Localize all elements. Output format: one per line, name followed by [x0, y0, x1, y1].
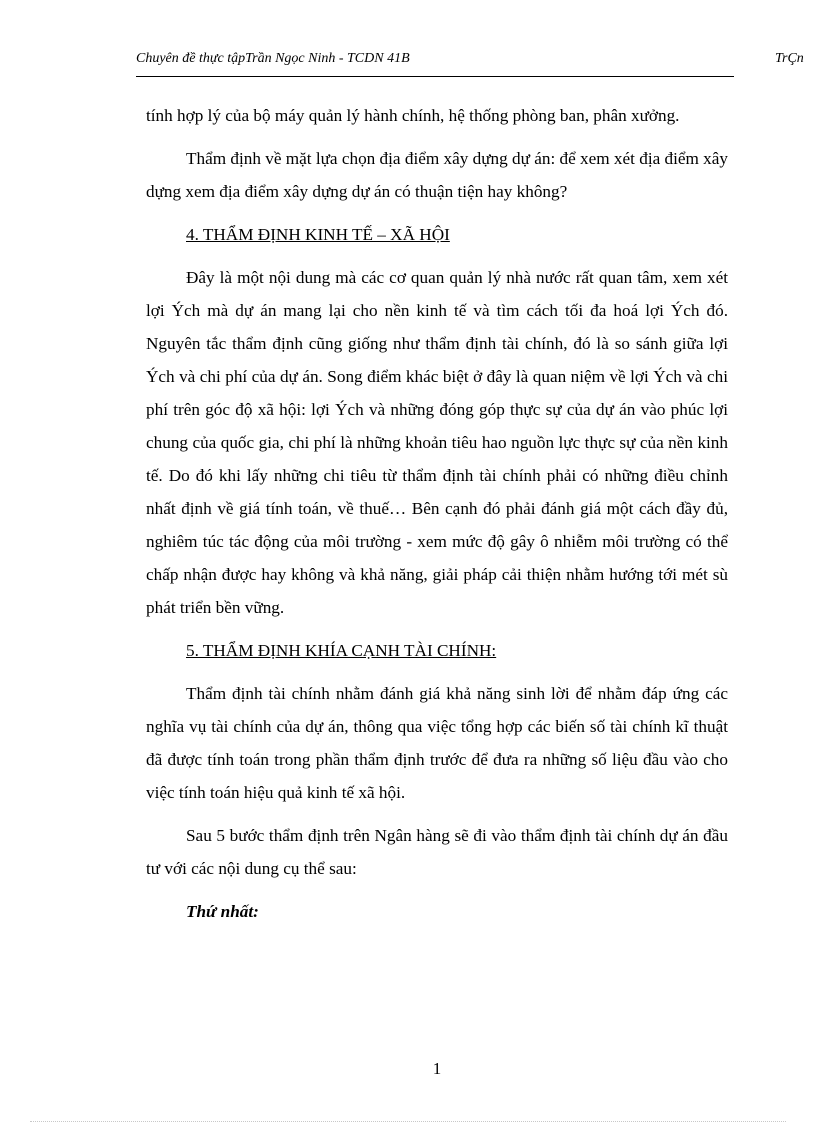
page-bottom-edge — [30, 1121, 786, 1122]
paragraph-site-selection: Thẩm định về mặt lựa chọn địa điểm xây dựng dự án: để xem xét địa điểm xây dựng xem địa điểm xây dựng dự án có thuận tiện hay không? — [146, 149, 728, 201]
paragraph-socio-economic: Đây là một nội dung mà các cơ quan quản lý nhà nước rất quan tâm, xem xét lợi Ých mà dự án mang lại cho nền kinh tế và tìm cách tối đa hoá lợi Ých đó. Nguyên tắc thẩm định cũng giống như thẩm định tài chính, đó là so sánh giữa lợi Ých và chi phí của dự án. Song điểm khác biệt ở đây là quan niệm về lợi Ých và chi phí trên góc độ xã hội: lợi Ých và những đóng góp thực sự của dự án vào phúc lợi chung của quốc gia, chi phí là những khoản tiêu hao nguồn lực thực sự của nền kinh tế. Do đó khi lấy những chi tiêu từ thẩm định tài chính phải có những điều chỉnh nhất định về giá tính toán, về thuế… Bên cạnh đó phải đánh giá một cách đầy đủ, nghiêm túc tác động của môi trường - xem mức độ gây ô nhiễm môi trường có thể chấp nhận được hay không và khả năng, giải pháp cải thiện nhằm hướng tới mét sù phát triển bền vững. — [146, 268, 728, 617]
page-number — [0, 1058, 816, 1080]
header-divider — [136, 76, 734, 77]
running-header: Chuyên đề thực tậpTrần Ngọc Ninh - TCDN 41B — [136, 51, 410, 66]
subheading-first: Thứ nhất: — [186, 902, 259, 921]
paragraph-next-steps: Sau 5 bước thẩm định trên Ngân hàng sẽ đi vào thẩm định tài chính dự án đầu tư với các nội dung cụ thể sau: — [146, 826, 728, 878]
section-heading-5: 5. THẨM ĐỊNH KHÍA CẠNH TÀI CHÍNH: — [186, 641, 497, 660]
paragraph-financial-appraisal: Thẩm định tài chính nhằm đánh giá khả năng sinh lời để nhằm đáp ứng các nghĩa vụ tài chính của dự án, thông qua việc tổng hợp các biến số tài chính kĩ thuật đã được tính toán trong phần thẩm định trước để đưa ra những số liệu đầu vào cho việc tính toán hiệu quả kinh tế xã hội. — [146, 684, 728, 802]
section-heading-4: 4. THẨM ĐỊNH KINH TẾ – XÃ HỘI — [186, 225, 450, 244]
running-header-right: TrÇn — [775, 51, 804, 66]
paragraph-continuation: tính hợp lý của bộ máy quản lý hành chính, hệ thống phòng ban, phân xưởng. — [146, 106, 680, 125]
document-body — [146, 99, 728, 928]
page-number-text: 1 — [432, 1059, 442, 1078]
